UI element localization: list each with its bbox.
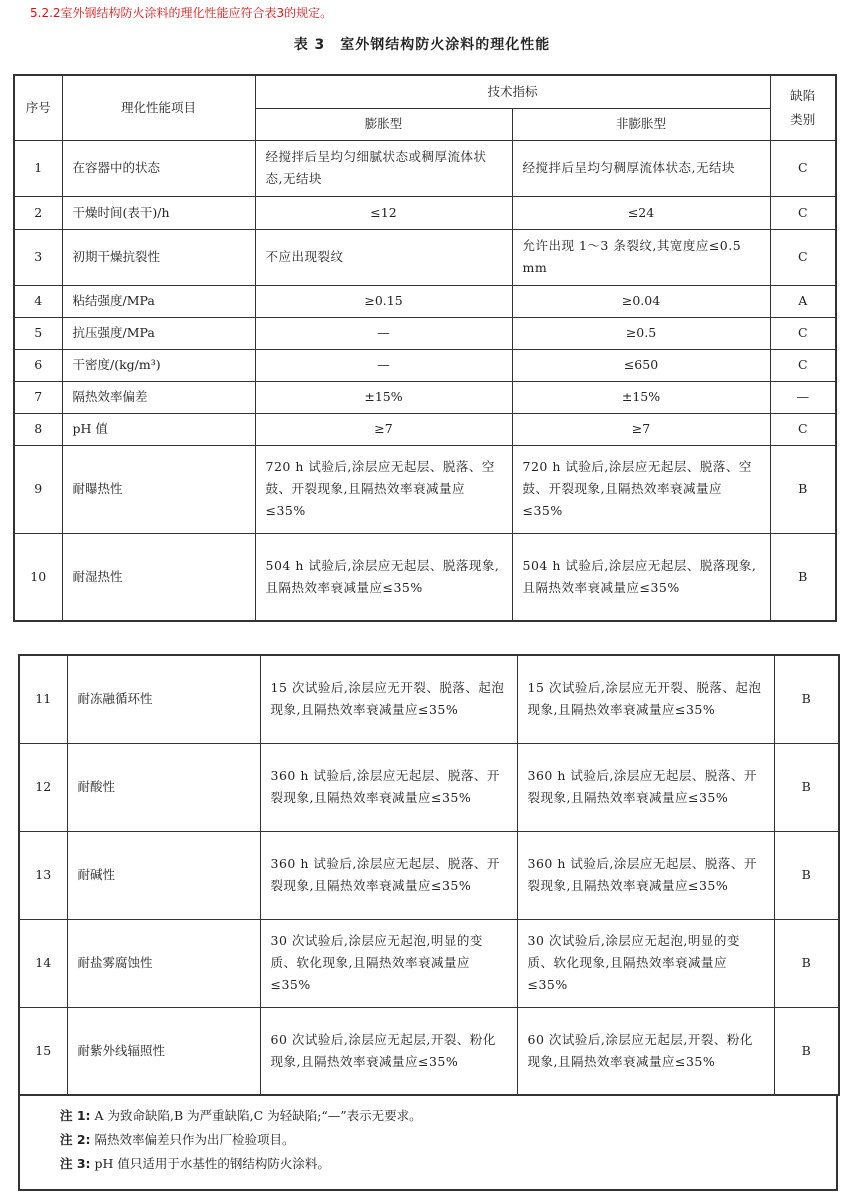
row-item: 耐碱性 (67, 831, 260, 919)
header-expansive: 膨胀型 (255, 108, 512, 140)
row-defect: B (774, 1007, 839, 1095)
row-expansive: 不应出现裂纹 (255, 229, 512, 285)
table-row (14, 196, 836, 229)
row-expansive: — (255, 317, 512, 349)
row-nonexpansive: 360 h 试验后,涂层应无起层、脱落、开裂现象,且隔热效率衰减量应≤35% (517, 831, 774, 919)
row-nonexpansive: 经搅拌后呈均匀稠厚流体状态,无结块 (512, 140, 770, 196)
row-nonexpansive: ≥0.04 (512, 285, 770, 317)
row-defect: B (770, 445, 836, 533)
row-item: 耐盐雾腐蚀性 (67, 919, 260, 1007)
row-number: 13 (19, 831, 67, 919)
header-nonexpansive: 非膨胀型 (512, 108, 770, 140)
table-row (14, 533, 836, 621)
row-nonexpansive: 30 次试验后,涂层应无起泡,明显的变质、软化现象,且隔热效率衰减量应≤35% (517, 919, 774, 1007)
row-nonexpansive: ±15% (512, 381, 770, 413)
row-nonexpansive: ≥7 (512, 413, 770, 445)
row-expansive: 720 h 试验后,涂层应无起层、脱落、空鼓、开裂现象,且隔热效率衰减量应≤35% (255, 445, 512, 533)
row-expansive: ≥0.15 (255, 285, 512, 317)
note-3: 注 3: pH 值只适用于水基性的钢结构防火涂料。 (60, 1156, 330, 1171)
row-nonexpansive: 504 h 试验后,涂层应无起层、脱落现象,且隔热效率衰减量应≤35% (512, 533, 770, 621)
table-row (19, 743, 839, 831)
row-nonexpansive: 720 h 试验后,涂层应无起层、脱落、空鼓、开裂现象,且隔热效率衰减量应≤35% (512, 445, 770, 533)
row-defect: B (770, 533, 836, 621)
table-row (14, 140, 836, 196)
row-item: 在容器中的状态 (62, 140, 255, 196)
row-number: 5 (14, 317, 62, 349)
row-item: 耐曝热性 (62, 445, 255, 533)
table-row (19, 831, 839, 919)
table-row (19, 655, 839, 743)
row-item: pH 值 (62, 413, 255, 445)
table-body-part2 (19, 655, 839, 1095)
row-defect: B (774, 831, 839, 919)
table-row (19, 919, 839, 1007)
row-defect: A (770, 285, 836, 317)
row-item: 粘结强度/MPa (62, 285, 255, 317)
header-no: 序号 (14, 75, 62, 140)
table-row (14, 381, 836, 413)
row-expansive: 30 次试验后,涂层应无起泡,明显的变质、软化现象,且隔热效率衰减量应≤35% (260, 919, 517, 1007)
table-title: 表 3 室外钢结构防火涂料的理化性能 (293, 37, 551, 53)
row-item: 耐酸性 (67, 743, 260, 831)
row-item: 耐冻融循环性 (67, 655, 260, 743)
header-spec: 技术指标 (255, 75, 770, 108)
row-defect: — (770, 381, 836, 413)
properties-table-part2 (18, 654, 840, 1096)
row-number: 12 (19, 743, 67, 831)
row-defect: C (770, 317, 836, 349)
row-number: 10 (14, 533, 62, 621)
row-nonexpansive: ≥0.5 (512, 317, 770, 349)
row-number: 7 (14, 381, 62, 413)
row-number: 4 (14, 285, 62, 317)
row-number: 6 (14, 349, 62, 381)
row-nonexpansive: ≤650 (512, 349, 770, 381)
row-number: 3 (14, 229, 62, 285)
table-row (14, 229, 836, 285)
row-defect: C (770, 196, 836, 229)
row-expansive: 15 次试验后,涂层应无开裂、脱落、起泡现象,且隔热效率衰减量应≤35% (260, 655, 517, 743)
row-expansive: — (255, 349, 512, 381)
row-number: 8 (14, 413, 62, 445)
row-number: 9 (14, 445, 62, 533)
table-row (19, 1007, 839, 1095)
row-number: 1 (14, 140, 62, 196)
header-item: 理化性能项目 (62, 75, 255, 140)
row-number: 14 (19, 919, 67, 1007)
row-item: 初期干燥抗裂性 (62, 229, 255, 285)
table-row (14, 413, 836, 445)
row-defect: C (770, 229, 836, 285)
row-defect: C (770, 413, 836, 445)
row-nonexpansive: 60 次试验后,涂层应无起层,开裂、粉化现象,且隔热效率衰减量应≤35% (517, 1007, 774, 1095)
table-row (14, 317, 836, 349)
row-item: 耐紫外线辐照性 (67, 1007, 260, 1095)
row-expansive: 360 h 试验后,涂层应无起层、脱落、开裂现象,且隔热效率衰减量应≤35% (260, 831, 517, 919)
row-nonexpansive: 360 h 试验后,涂层应无起层、脱落、开裂现象,且隔热效率衰减量应≤35% (517, 743, 774, 831)
row-nonexpansive: 15 次试验后,涂层应无开裂、脱落、起泡现象,且隔热效率衰减量应≤35% (517, 655, 774, 743)
row-defect: B (774, 655, 839, 743)
table-row (14, 445, 836, 533)
row-defect: B (774, 743, 839, 831)
note-2: 注 2: 隔热效率偏差只作为出厂检验项目。 (60, 1132, 295, 1147)
properties-table-part1 (13, 74, 837, 622)
row-item: 干密度/(kg/m³) (62, 349, 255, 381)
row-defect: B (774, 919, 839, 1007)
row-expansive: 经搅拌后呈均匀细腻状态或稠厚流体状态,无结块 (255, 140, 512, 196)
note-1: 注 1: A 为致命缺陷,B 为严重缺陷,C 为轻缺陷;“—”表示无要求。 (60, 1108, 422, 1123)
intro-text: 5.2.2室外钢结构防火涂料的理化性能应符合表3的规定。 (30, 6, 333, 20)
row-expansive: ≤12 (255, 196, 512, 229)
row-item: 隔热效率偏差 (62, 381, 255, 413)
row-number: 2 (14, 196, 62, 229)
row-expansive: 504 h 试验后,涂层应无起层、脱落现象,且隔热效率衰减量应≤35% (255, 533, 512, 621)
row-expansive: 60 次试验后,涂层应无起层,开裂、粉化现象,且隔热效率衰减量应≤35% (260, 1007, 517, 1095)
row-nonexpansive: 允许出现 1～3 条裂纹,其宽度应≤0.5 mm (512, 229, 770, 285)
header-defect: 缺陷类别 (770, 75, 836, 140)
row-number: 15 (19, 1007, 67, 1095)
row-number: 11 (19, 655, 67, 743)
row-expansive: ±15% (255, 381, 512, 413)
row-defect: C (770, 140, 836, 196)
row-item: 抗压强度/MPa (62, 317, 255, 349)
table-body-part1 (14, 140, 836, 621)
row-item: 耐湿热性 (62, 533, 255, 621)
table-row (14, 285, 836, 317)
row-expansive: ≥7 (255, 413, 512, 445)
table-row (14, 349, 836, 381)
row-nonexpansive: ≤24 (512, 196, 770, 229)
row-item: 干燥时间(表干)/h (62, 196, 255, 229)
row-defect: C (770, 349, 836, 381)
notes-box (18, 1094, 838, 1191)
row-expansive: 360 h 试验后,涂层应无起层、脱落、开裂现象,且隔热效率衰减量应≤35% (260, 743, 517, 831)
